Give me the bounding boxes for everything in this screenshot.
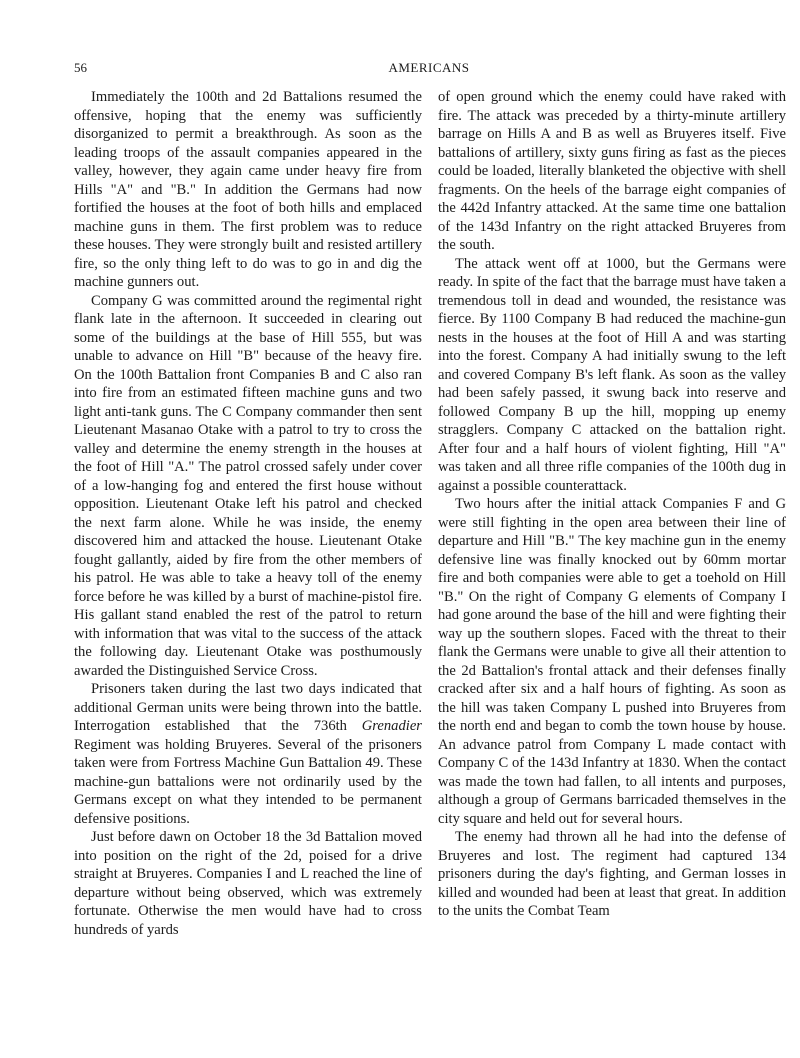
paragraph: Immediately the 100th and 2d Battalions resumed the offensive, hoping that the enemy was sufficiently disorganized to permit a breakthrough. As soon as the leading troops of the assault companies appeared in the valley, however, they again came under heavy fire from Hills "A" and "B." In addition the Germans had now fortified the houses at the foot of both hills and emplaced machine guns in them. The first problem was to reduce these houses. They were strongly built and resisted artillery fire, so the only thing left to do was to go in and dig the machine gunners out.	[74, 89, 422, 290]
paragraph: The attack went off at 1000, but the Germans were ready. In spite of the fact that the barrage must have taken a tremendous toll in dead and wounded, the resistance was fierce. By 1100 Company B had reduced the machine-gun nests in the houses at the foot of Hill A and was starting into the forest. Company A had initially swung to the left and covered Company B's left flank. As soon as the valley had been safely passed, it swung back into reserve and followed Company B up the hill, mopping up enemy stragglers. Company C attacked on the battalion right. After four and a half hours of violent fighting, Hill "A" was taken and all three rifle companies of the 100th dug in against a possible counterattack.	[438, 255, 786, 494]
right-column	[438, 88, 786, 921]
paragraph: Two hours after the initial attack Companies F and G were still fighting in the open area between their line of departure and Hill "B." The key machine gun in the enemy defensive line was finally knocked out by 60mm mortar fire and both companies were able to get a toehold on Hill "B." On the right of Company G elements of Company I had gone around the base of the hill and were fighting their way up the southern slopes. Faced with the threat to their flank the Germans were unable to give all their attention to the 2d Battalion's frontal attack and their defenses finally cracked after six and a half hours of fighting. As soon as the hill was taken Company L pushed into Bruyeres from the north end and began to comb the town house by house. An advance patrol from Company L made contact with Company C of the 143d Infantry at 1830. When the contact was made the town had fallen, to all intents and purposes, although a group of Germans barricaded themselves in the city square and held out for several hours.	[438, 496, 786, 827]
paragraph: of open ground which the enemy could have raked with fire. The attack was preceded by a thirty-minute artillery barrage on Hills A and B as well as Bruyeres itself. Five battalions of artillery, sixty guns firing as fast as the pieces could be loaded, literally blanketed the objective with shell fragments. On the heels of the barrage eight companies of the 442d Infantry attacked. At the same time one battalion of the 143d Infantry on the right attacked Bruyeres from the south.	[438, 89, 786, 253]
italic-text: Grenadier	[361, 718, 422, 734]
left-column	[74, 88, 422, 939]
running-head: AMERICANS	[388, 60, 470, 75]
paragraph: Company G was committed around the regimental right flank late in the afternoon. It succeeded in clearing out some of the buildings at the base of Hill 555, but was unable to advance on Hill "B" because of the heavy fire. On the 100th Battalion front Companies B and C also ran into fire from an estimated fifteen machine guns and two light anti-tank guns. The C Company commander then sent Lieutenant Masanao Otake with a patrol to try to cross the valley and determine the enemy strength in the houses at the foot of Hill "A." The patrol crossed safely under cover of a low-hanging fog and entered the first house without opposition. Lieutenant Otake left his patrol and checked the next farm alone. While he was inside, the enemy discovered him and attacked the house. Lieutenant Otake fought gallantly, aided by fire from the other members of his patrol. He was able to take a heavy toll of the enemy force before he was killed by a burst of machine-pistol fire. His gallant stand enabled the rest of the patrol to return with information that was vital to the success of the attack the following day. Lieutenant Otake was posthumously awarded the Distinguished Service Cross.	[74, 292, 422, 679]
paragraph-text: Regiment was holding Bruyeres. Several of the prisoners taken were from Fortress Machine Gun Battalion 49. These machine-gun battalions were not ordinarily used by the Germans except on what they intended to be permanent defensive positions.	[74, 736, 422, 827]
page-number: 56	[74, 60, 87, 75]
paragraph: Just before dawn on October 18 the 3d Battalion moved into position on the right of the 2d, poised for a drive straight at Bruyeres. Companies I and L reached the line of departure without being observed, which was extremely fortunate. Otherwise the men would have had to cross hundreds of yards	[74, 829, 422, 938]
paragraph-text: Prisoners taken during the last two days indicated that additional German units were being thrown into the battle. Interrogation established that the 736th	[74, 681, 422, 734]
paragraph: The enemy had thrown all he had into the defense of Bruyeres and lost. The regiment had captured 134 prisoners during the day's fighting, and German losses in killed and wounded had been at least that great. In addition to the units the Combat Team	[438, 829, 786, 919]
paragraph	[74, 680, 422, 828]
page-header	[74, 60, 784, 80]
